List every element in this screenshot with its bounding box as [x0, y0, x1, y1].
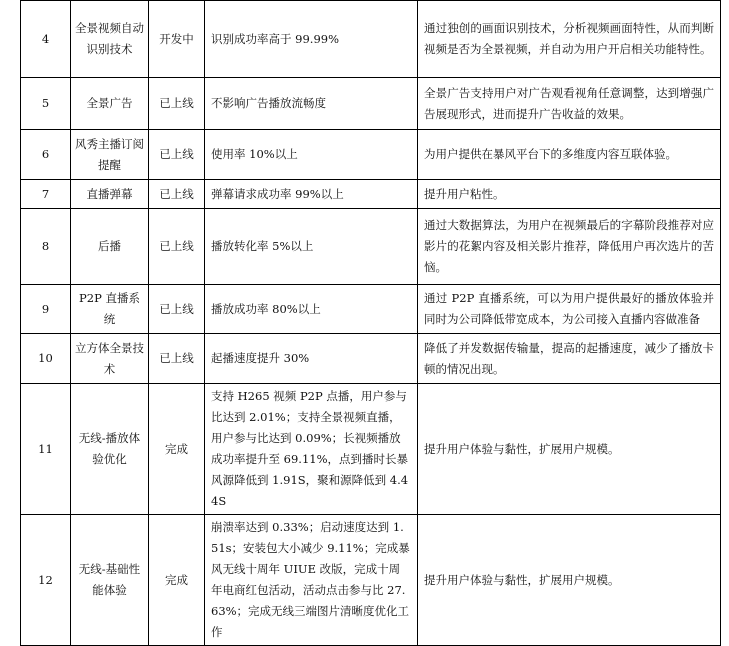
- item-status: 已上线: [149, 180, 205, 209]
- item-metric: 播放成功率 80%以上: [205, 285, 418, 334]
- item-status: 已上线: [149, 209, 205, 285]
- item-description: 提升用户体验与黏性，扩展用户规模。: [418, 515, 721, 646]
- row-number: 10: [21, 334, 71, 384]
- item-name: 无线-基础性能体验: [71, 515, 149, 646]
- row-number: 6: [21, 130, 71, 180]
- item-name: 直播弹幕: [71, 180, 149, 209]
- item-status: 完成: [149, 384, 205, 515]
- item-description: 通过大数据算法，为用户在视频最后的字幕阶段推荐对应影片的花絮内容及相关影片推荐，降低用户再次选片的苦恼。: [418, 209, 721, 285]
- item-name: 无线-播放体验优化: [71, 384, 149, 515]
- item-metric: 使用率 10%以上: [205, 130, 418, 180]
- item-status: 完成: [149, 515, 205, 646]
- item-metric: 不影响广告播放流畅度: [205, 78, 418, 130]
- item-description: 通过 P2P 直播系统，可以为用户提供最好的播放体验并同时为公司降低带宽成本，为公司接入直播内容做准备: [418, 285, 721, 334]
- table-row: [21, 515, 721, 646]
- item-name: 立方体全景技术: [71, 334, 149, 384]
- item-description: 提升用户粘性。: [418, 180, 721, 209]
- item-name: 后播: [71, 209, 149, 285]
- item-metric: 弹幕请求成功率 99%以上: [205, 180, 418, 209]
- row-number: 12: [21, 515, 71, 646]
- item-status: 已上线: [149, 285, 205, 334]
- item-name: 风秀主播订阅提醒: [71, 130, 149, 180]
- feature-table: [20, 0, 721, 646]
- item-metric: 播放转化率 5%以上: [205, 209, 418, 285]
- table-row: [21, 334, 721, 384]
- row-number: 4: [21, 1, 71, 78]
- row-number: 9: [21, 285, 71, 334]
- row-number: 7: [21, 180, 71, 209]
- item-description: 降低了并发数据传输量，提高的起播速度，减少了播放卡顿的情况出现。: [418, 334, 721, 384]
- item-status: 已上线: [149, 78, 205, 130]
- item-description: 为用户提供在暴风平台下的多维度内容互联体验。: [418, 130, 721, 180]
- table-row: [21, 78, 721, 130]
- table-row: [21, 130, 721, 180]
- item-name: 全景视频自动识别技术: [71, 1, 149, 78]
- item-name: P2P 直播系统: [71, 285, 149, 334]
- row-number: 5: [21, 78, 71, 130]
- item-metric: 起播速度提升 30%: [205, 334, 418, 384]
- item-description: 提升用户体验与黏性，扩展用户规模。: [418, 384, 721, 515]
- row-number: 11: [21, 384, 71, 515]
- item-metric: 崩溃率达到 0.33%；启动速度达到 1.51s；安装包大小减少 9.11%；完成暴风无线十周年 UIUE 改版，完成十周年电商红包活动，活动点击参与比 27.63%；完成无线三端图片清晰度优化工作: [205, 515, 418, 646]
- table-row: [21, 1, 721, 78]
- table-row: [21, 285, 721, 334]
- table-row: [21, 209, 721, 285]
- item-status: 开发中: [149, 1, 205, 78]
- item-status: 已上线: [149, 130, 205, 180]
- item-description: 全景广告支持用户对广告观看视角任意调整，达到增强广告展现形式，进而提升广告收益的效果。: [418, 78, 721, 130]
- item-metric: 识别成功率高于 99.99%: [205, 1, 418, 78]
- item-status: 已上线: [149, 334, 205, 384]
- table-row: [21, 384, 721, 515]
- row-number: 8: [21, 209, 71, 285]
- item-name: 全景广告: [71, 78, 149, 130]
- item-description: 通过独创的画面识别技术，分析视频画面特性，从而判断视频是否为全景视频，并自动为用户开启相关功能特性。: [418, 1, 721, 78]
- item-metric: 支持 H265 视频 P2P 点播，用户参与比达到 2.01%；支持全景视频直播，用户参与比达到 0.09%；长视频播放成功率提升至 69.11%，点到播时长暴风源降低到 1.91S，聚和源降低到 4.44S: [205, 384, 418, 515]
- table-row: [21, 180, 721, 209]
